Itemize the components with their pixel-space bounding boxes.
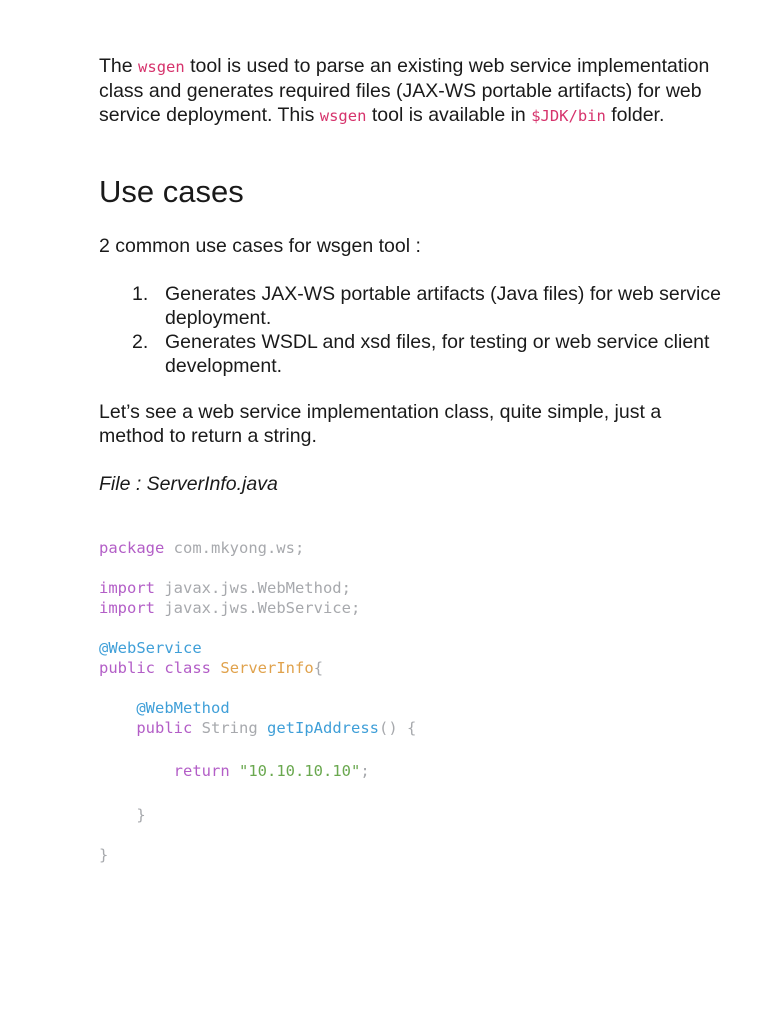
inline-code-wsgen-2: wsgen [319,107,367,125]
code-text: com.mkyong.ws; [164,539,305,557]
code-line-import [99,598,360,618]
code-text: ; [360,762,370,780]
file-label: File : ServerInfo.java [99,473,278,495]
code-class-name: ServerInfo [220,659,314,677]
code-text: } [99,846,109,864]
code-keyword: import [99,599,155,617]
code-line-class-decl [99,658,323,678]
use-cases-list [99,282,729,378]
code-keyword: return [173,762,230,780]
intro-text-1: The [99,55,139,77]
code-text: javax.jws.WebService; [155,599,361,617]
code-keyword: public [99,659,155,677]
code-text: } [136,806,146,824]
list-item-number: 1. [132,283,149,305]
code-line-method-decl [99,718,416,738]
code-keyword: import [99,579,155,597]
inline-code-jdk-bin: $JDK/bin [531,107,606,125]
list-item-number: 2. [132,331,149,353]
list-item [99,282,729,330]
code-line-import [99,578,351,598]
implementation-paragraph: Let’s see a web service implementation class, quite simple, just a method to return a string. [99,401,662,447]
intro-text-3: tool is available in [366,104,532,126]
code-annotation: @WebMethod [136,699,230,717]
code-line-annotation [99,638,202,658]
code-line-return [99,761,370,781]
code-line-package [99,538,304,558]
code-keyword: class [164,659,212,677]
list-item [99,330,729,378]
intro-text-4: folder. [605,104,665,126]
list-item-text: Generates JAX-WS portable artifacts (Java files) for web service deployment. [165,283,721,329]
intro-paragraph [99,54,729,128]
use-cases-intro: 2 common use cases for wsgen tool : [99,235,421,257]
code-method-name: getIpAddress [267,719,379,737]
code-text: { [313,659,324,677]
code-line-close-brace [99,805,146,825]
code-text: javax.jws.WebMethod; [155,579,351,597]
code-keyword: package [99,539,165,557]
inline-code-wsgen-1: wsgen [138,58,185,76]
code-annotation: @WebService [99,639,202,657]
code-line-close-brace [99,845,108,865]
code-keyword: public [136,719,193,737]
section-heading: Use cases [99,174,244,209]
list-item-text: Generates WSDL and xsd files, for testing or web service client development. [165,331,710,377]
code-line-annotation [99,698,230,718]
code-type: String [201,719,258,737]
code-text: () { [379,719,417,737]
intro-text-2: tool is used to parse an existing web service implementation class and generates required files (JAX-WS portable artifacts) for web service deployment. This [99,55,710,126]
code-string: "10.10.10.10" [239,762,361,780]
